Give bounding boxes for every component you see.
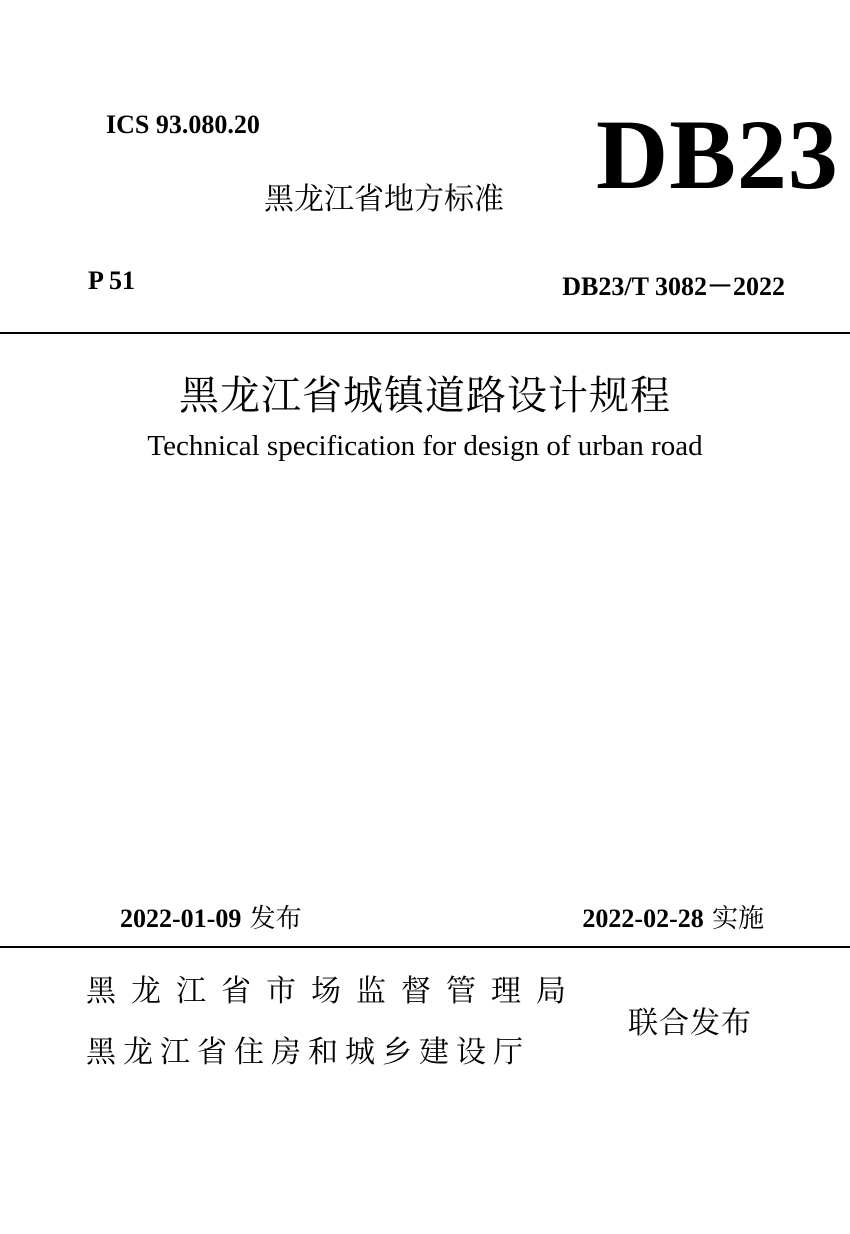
- issuer-market-regulation: 黑龙江省市场监督管理局: [86, 974, 581, 1009]
- top-divider: [0, 332, 850, 334]
- joint-issue-label: 联合发布: [628, 1006, 752, 1041]
- implement-label: 实施: [703, 904, 764, 934]
- title-english: Technical specification for design of urban road: [147, 430, 703, 462]
- standard-category: 黑龙江省地方标准: [264, 182, 504, 217]
- publish-label: 发布: [241, 904, 302, 934]
- implement-date-line: [582, 898, 764, 935]
- publish-date: 2022-01-09: [120, 904, 242, 933]
- ics-code: ICS 93.080.20: [106, 110, 260, 139]
- issuer-housing-construction: 黑龙江省住房和城乡建设厅: [86, 1035, 530, 1070]
- classification-code: P 51: [88, 266, 135, 295]
- publish-date-line: [120, 898, 302, 935]
- title-chinese: 黑龙江省城镇道路设计规程: [179, 373, 671, 419]
- bottom-divider: [0, 946, 850, 948]
- standard-number: DB23/T 3082－2022: [562, 272, 785, 301]
- standard-mark: DB23: [596, 99, 839, 210]
- implement-date: 2022-02-28: [582, 904, 704, 933]
